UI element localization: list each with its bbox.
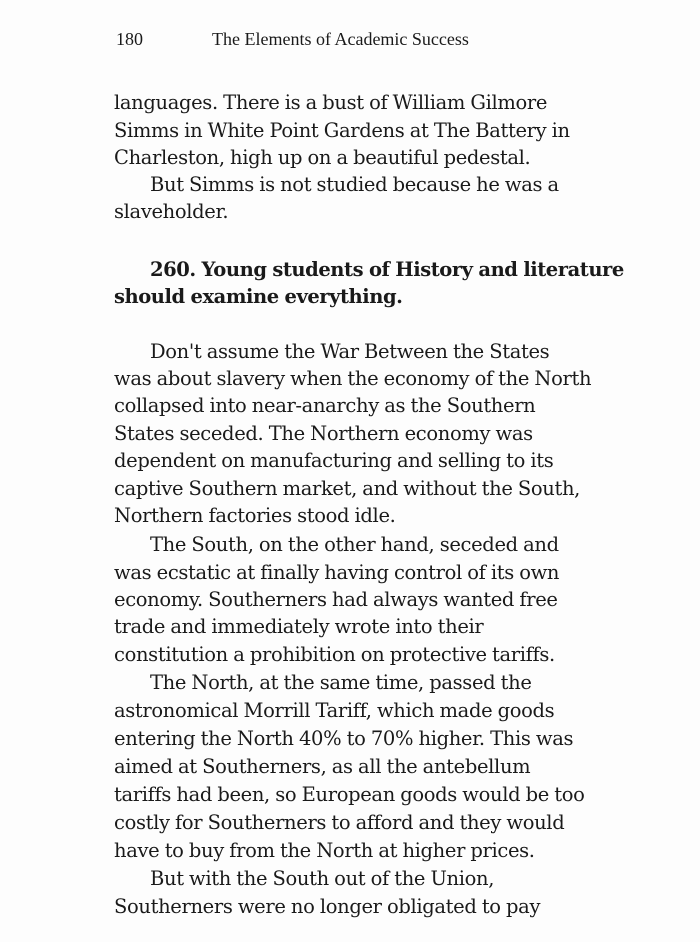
page-number: 180: [116, 29, 143, 49]
text-line: was about slavery when the economy of the North: [114, 367, 592, 390]
text-line: slaveholder.: [114, 200, 229, 223]
text-line: was ecstatic at finally having control of its own: [114, 561, 560, 584]
text-line: captive Southern market, and without the South,: [114, 477, 581, 500]
text-line: Don't assume the War Between the States: [150, 340, 550, 363]
text-line: The North, at the same time, passed the: [150, 671, 532, 694]
text-line: constitution a prohibition on protective tariffs.: [114, 643, 555, 666]
text-line: entering the North 40% to 70% higher. This was: [114, 727, 574, 750]
heading-line: should examine everything.: [114, 285, 403, 308]
text-line: tariffs had been, so European goods would be too: [114, 783, 585, 806]
text-line: economy. Southerners had always wanted free: [114, 588, 558, 611]
text-line: languages. There is a bust of William Gilmore: [114, 91, 548, 114]
text-line: The South, on the other hand, seceded and: [150, 533, 559, 556]
running-title: The Elements of Academic Success: [212, 29, 469, 49]
heading-line: 260. Young students of History and literature: [150, 258, 624, 281]
text-line: Southerners were no longer obligated to pay: [114, 895, 541, 918]
text-line: States seceded. The Northern economy was: [114, 422, 533, 445]
text-line: have to buy from the North at higher prices.: [114, 839, 535, 862]
text-line: Simms in White Point Gardens at The Battery in: [114, 119, 570, 142]
text-line: trade and immediately wrote into their: [114, 615, 484, 638]
text-line: astronomical Morrill Tariff, which made goods: [114, 699, 555, 722]
text-line: collapsed into near-anarchy as the Southern: [114, 394, 536, 417]
text-line: But with the South out of the Union,: [150, 867, 495, 890]
text-line: dependent on manufacturing and selling to its: [114, 449, 554, 472]
text-line: Northern factories stood idle.: [114, 504, 396, 527]
text-line: But Simms is not studied because he was a: [150, 173, 559, 196]
running-header: [116, 28, 469, 50]
text-line: costly for Southerners to afford and they would: [114, 811, 565, 834]
text-line: Charleston, high up on a beautiful pedestal.: [114, 146, 531, 169]
text-line: aimed at Southerners, as all the antebellum: [114, 755, 531, 778]
